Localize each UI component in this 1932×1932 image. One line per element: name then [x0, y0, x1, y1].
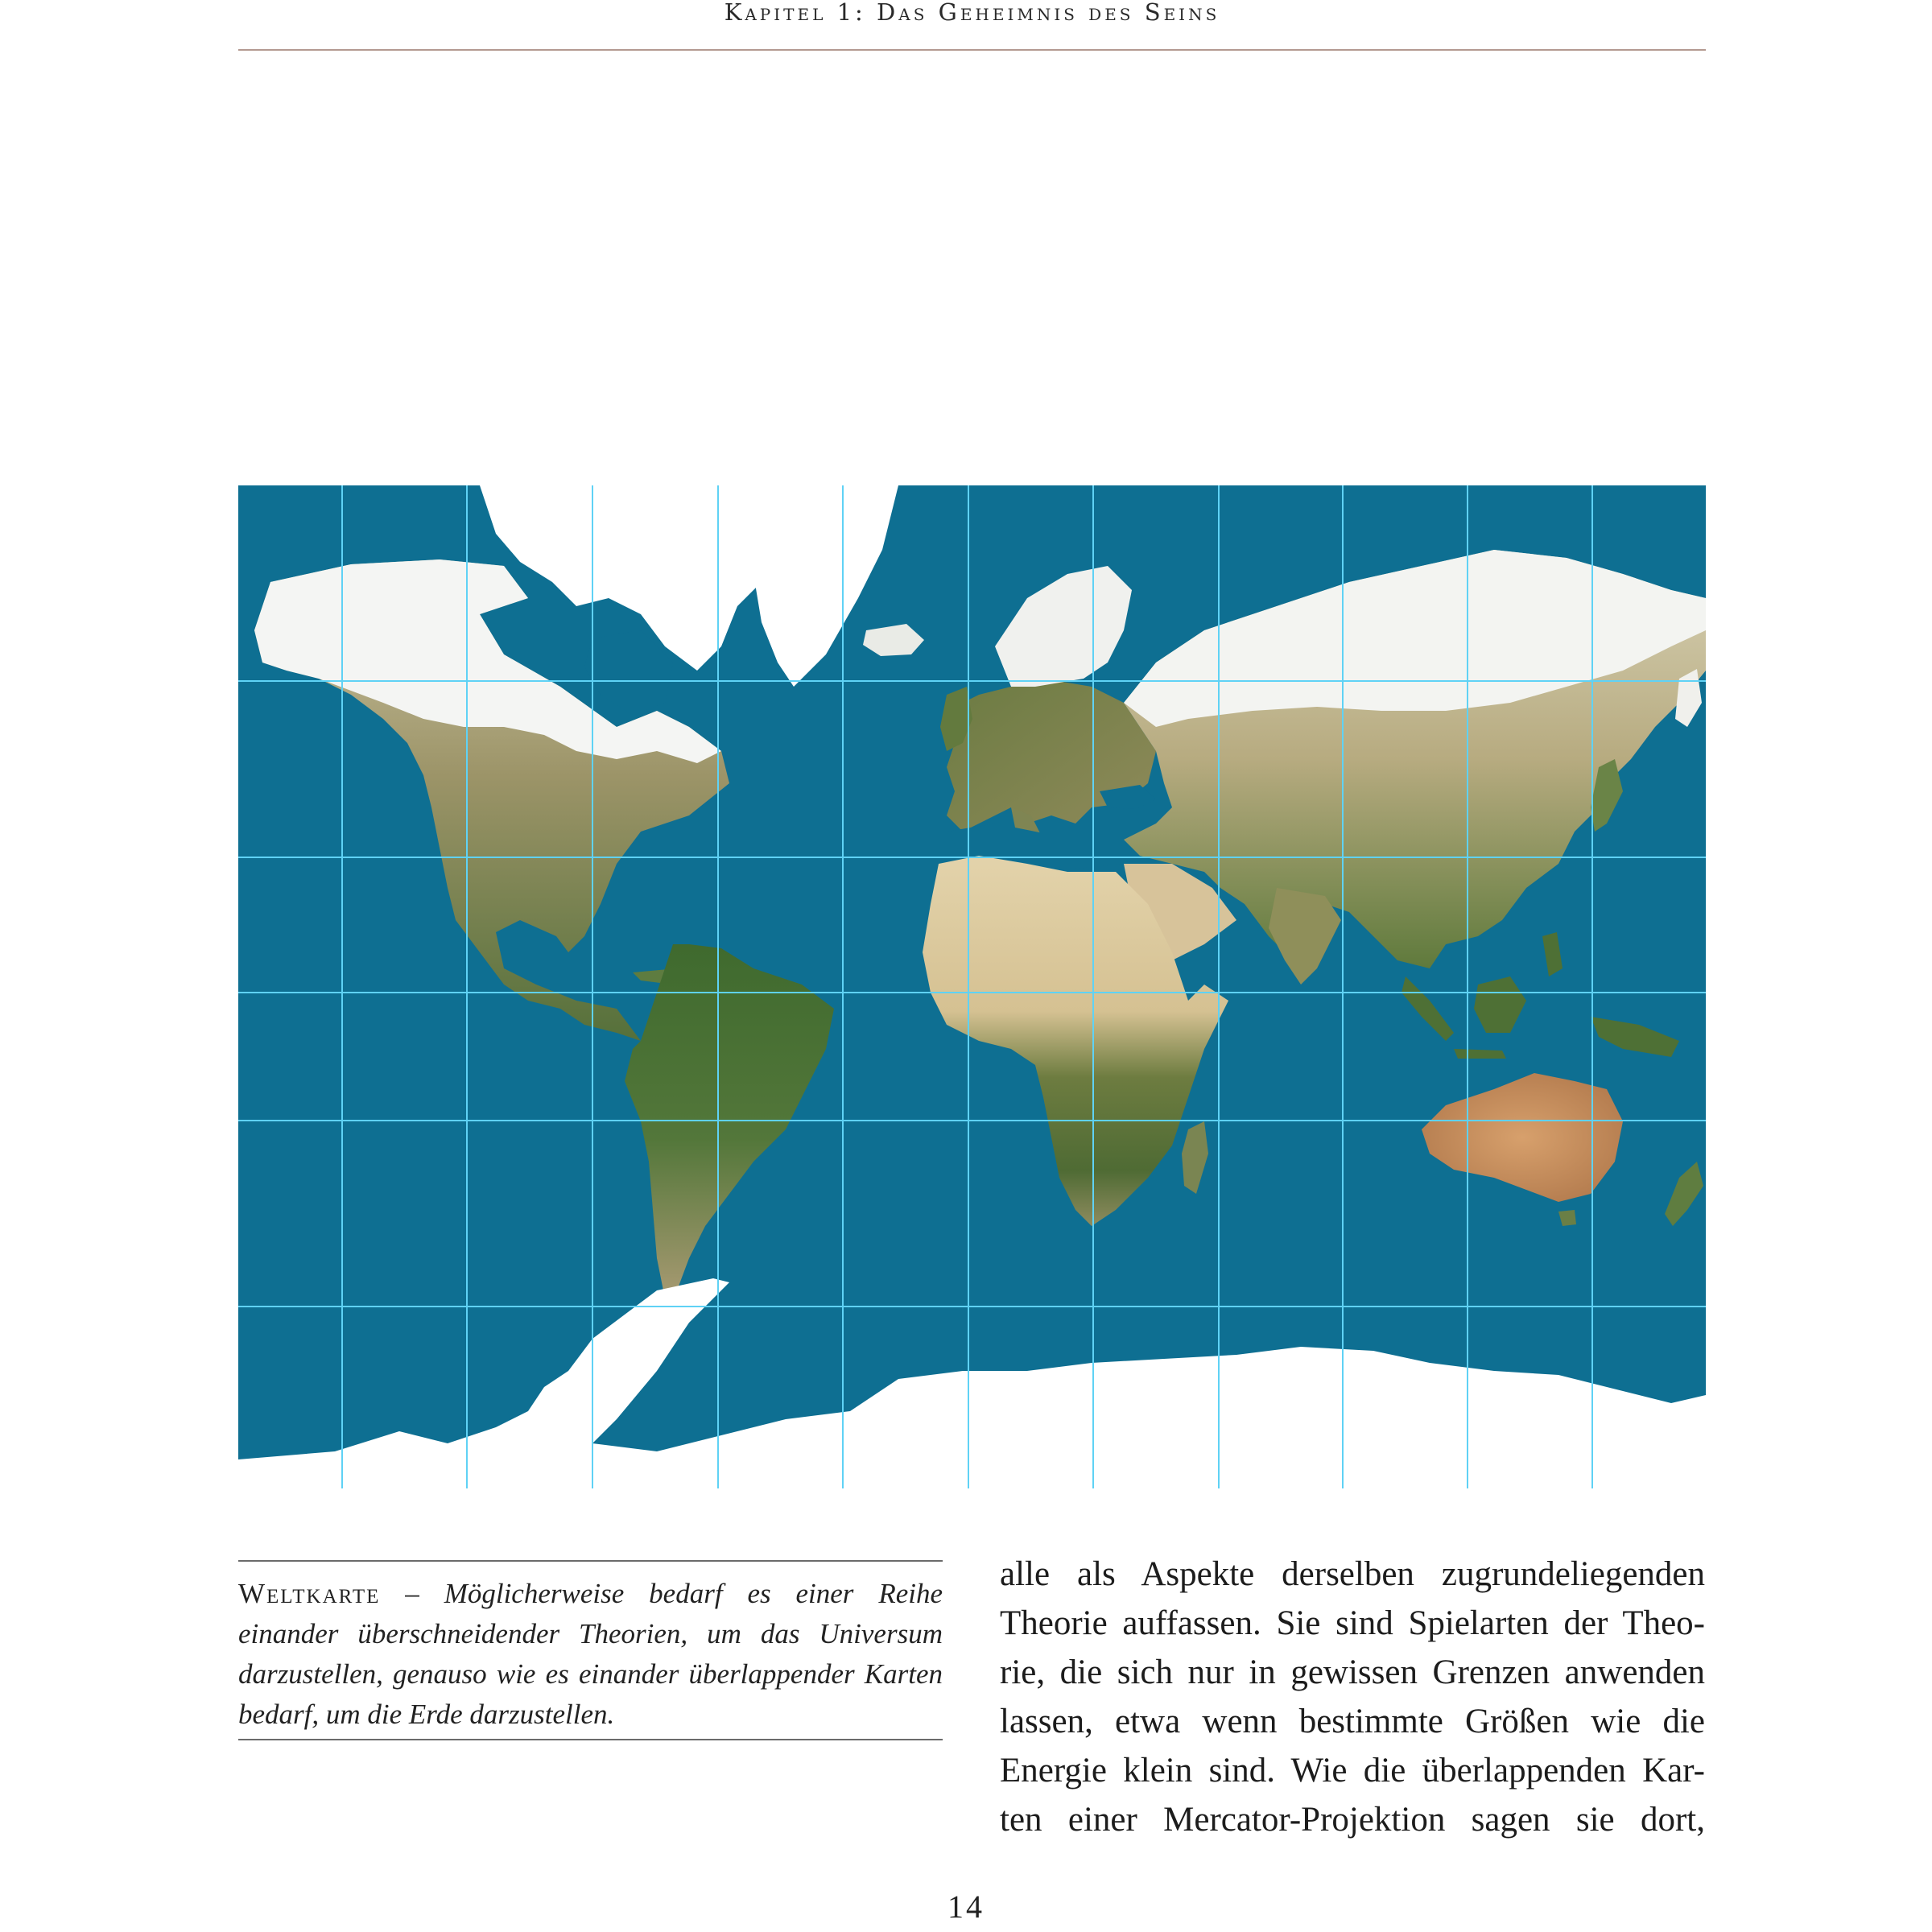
caption-text: Möglicherweise bedarf es einer Reihe einander überschneidender Theorien, um das Universum darzustellen, genauso wie es einander überlappender Karten bedarf, um die Erde darzustellen.	[238, 1578, 943, 1730]
body-line: alle als Aspekte derselben zugrundeliegenden	[1000, 1555, 1705, 1593]
page-number: 14	[947, 1889, 985, 1925]
body-line: rie, die sich nur in gewissen Grenzen anwenden	[1000, 1653, 1705, 1691]
caption-rule-top	[238, 1560, 943, 1562]
body-line: Theorie auffassen. Sie sind Spielarten der Theo-	[1000, 1604, 1705, 1642]
world-map	[238, 485, 1706, 1488]
body-line: lassen, etwa wenn bestimmte Größen wie die	[1000, 1703, 1705, 1740]
header-rule	[238, 49, 1706, 51]
caption-label: Weltkarte	[238, 1578, 381, 1609]
world-map-illustration	[238, 485, 1706, 1488]
body-text	[1000, 1550, 1705, 1844]
running-header: Kapitel 1: Das Geheimnis des Seins	[724, 0, 1220, 26]
body-line: ten einer Mercator-Projektion sagen sie dort,	[1000, 1801, 1705, 1839]
caption-rule-bottom	[238, 1739, 943, 1740]
caption-separator: –	[380, 1578, 444, 1609]
figure-caption	[238, 1574, 943, 1735]
body-line: Energie klein sind. Wie die überlappenden Kar-	[1000, 1752, 1705, 1790]
